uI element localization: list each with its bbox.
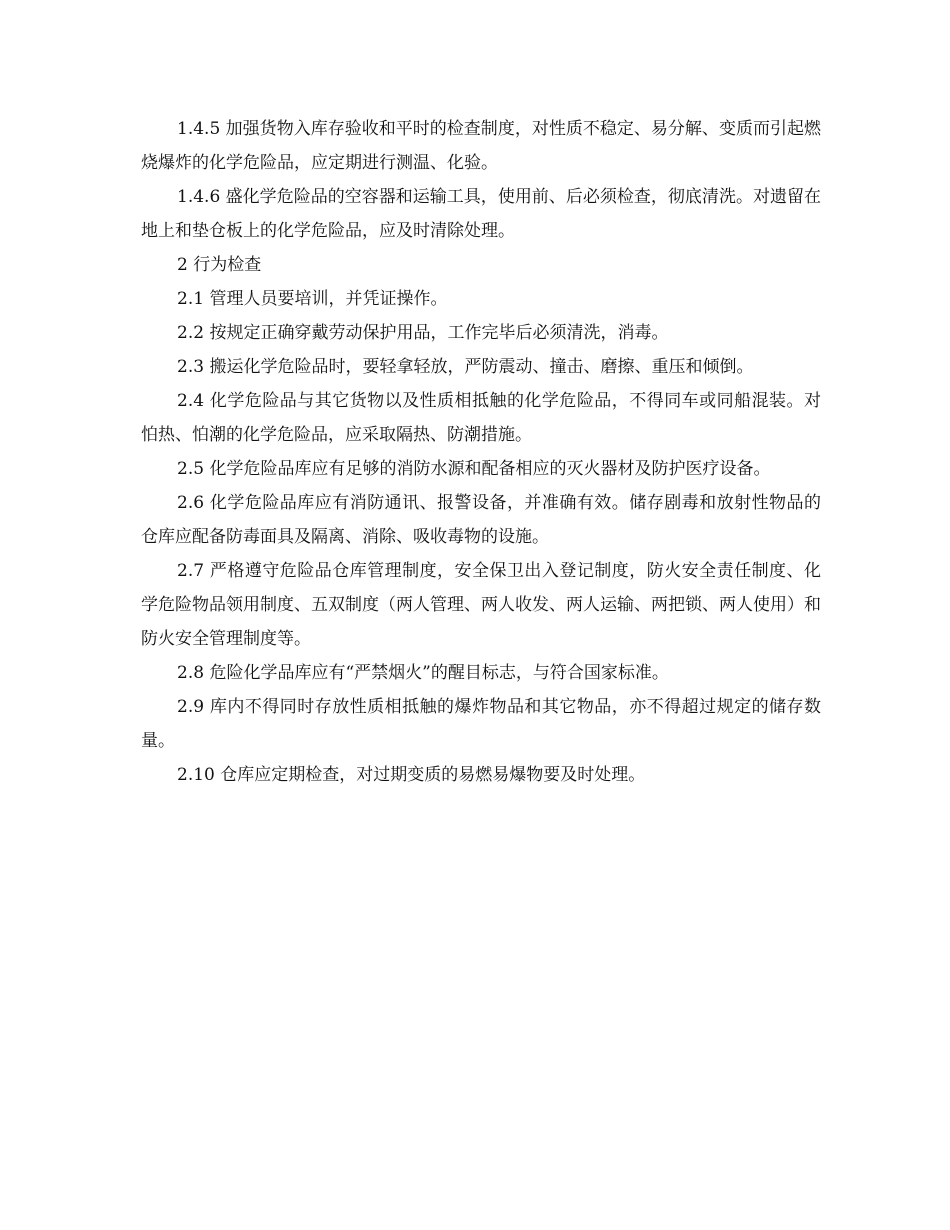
paragraph-2-9: 2.9 库内不得同时存放性质相抵触的爆炸物品和其它物品，亦不得超过规定的储存数量。 [141, 697, 821, 751]
paragraph-2-5: 2.5 化学危险品库应有足够的消防水源和配备相应的灭火器材及防护医疗设备。 [177, 459, 771, 479]
paragraph-2-3: 2.3 搬运化学危险品时，要轻拿轻放，严防震动、撞击、磨擦、重压和倾倒。 [177, 357, 754, 377]
document-body [141, 112, 821, 792]
paragraph-2-8: 2.8 危险化学品库应有“严禁烟火”的醒目标志，与符合国家标准。 [177, 663, 669, 683]
paragraph-1-4-5: 1.4.5 加强货物入库存验收和平时的检查制度，对性质不稳定、易分解、变质而引起燃烧爆炸的化学危险品，应定期进行测温、化验。 [141, 119, 821, 173]
paragraph-2-4: 2.4 化学危险品与其它货物以及性质相抵触的化学危险品，不得同车或同船混装。对怕热、怕潮的化学危险品，应采取隔热、防潮措施。 [141, 391, 821, 445]
section-heading-2: 2 行为检查 [177, 255, 262, 275]
paragraph-2-6: 2.6 化学危险品库应有消防通讯、报警设备，并准确有效。储存剧毒和放射性物品的仓库应配备防毒面具及隔离、消除、吸收毒物的设施。 [141, 493, 821, 547]
paragraph-2-10: 2.10 仓库应定期检查，对过期变质的易燃易爆物要及时处理。 [177, 765, 646, 785]
paragraph-2-2: 2.2 按规定正确穿戴劳动保护用品，工作完毕后必须清洗，消毒。 [177, 323, 669, 343]
paragraph-2-7: 2.7 严格遵守危险品仓库管理制度，安全保卫出入登记制度，防火安全责任制度、化学危险物品领用制度、五双制度（两人管理、两人收发、两人运输、两把锁、两人使用）和防火安全管理制度等。 [141, 561, 821, 649]
paragraph-2-1: 2.1 管理人员要培训，并凭证操作。 [177, 289, 448, 309]
paragraph-1-4-6: 1.4.6 盛化学危险品的空容器和运输工具，使用前、后必须检查，彻底清洗。对遗留在地上和垫仓板上的化学危险品，应及时清除处理。 [141, 187, 821, 241]
